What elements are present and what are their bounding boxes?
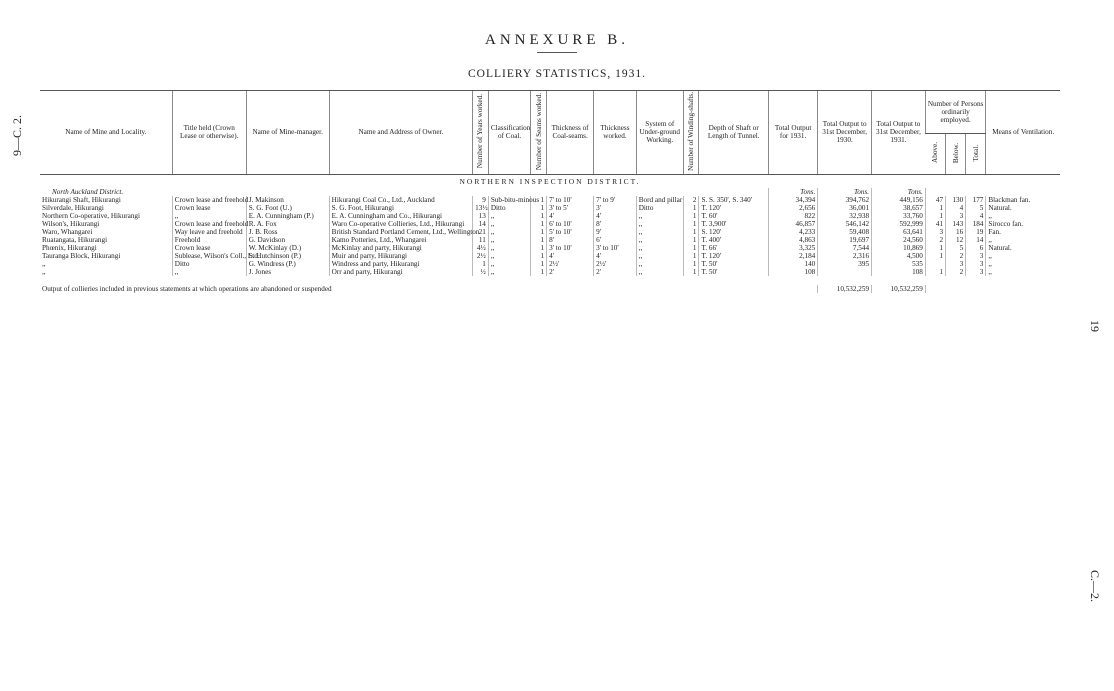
header-owner: Name and Address of Owner. [329, 91, 472, 175]
table-cell: Wilson's, Hikurangi [42, 219, 100, 228]
table-cell: 16 [946, 228, 966, 236]
table-cell: 4 [966, 212, 986, 220]
table-cell: 3 [946, 260, 966, 268]
header-above: Above. [925, 133, 945, 174]
table-cell: Sublease, Wilson's Coll., Ltd. [172, 252, 246, 260]
table-cell: Sirocco fan. [986, 220, 1060, 228]
table-cell: 3 [946, 212, 966, 220]
table-cell: 1 [531, 260, 547, 268]
table-cell: 2' [594, 268, 637, 276]
table-cell: ,, [172, 268, 246, 276]
table-cell: T. 3,900' [699, 220, 768, 228]
district-row [40, 188, 1060, 196]
header-classification: Classification of Coal. [488, 91, 531, 175]
table-cell [818, 268, 872, 276]
table-cell: ,, [986, 268, 1060, 276]
table-cell: 7,544 [818, 244, 872, 252]
table-cell: S. Hutchinson (P.) [246, 252, 329, 260]
table-cell: 1 [683, 268, 699, 276]
table-cell: S. S. 350', S. 340' [699, 196, 768, 204]
district-name: North Auckland District. [52, 187, 124, 196]
table-cell: 1 [531, 196, 547, 204]
table-cell: 2' [547, 268, 594, 276]
table-cell: ,, [636, 220, 683, 228]
table-cell: Natural. [986, 244, 1060, 252]
table-cell: J. B. Ross [246, 228, 329, 236]
table-cell: ,, [42, 259, 46, 268]
page-margin-left: 9—C. 2. [10, 115, 24, 157]
table-cell: 1 [531, 228, 547, 236]
table-cell: Phœnix, Hikurangi [42, 243, 97, 252]
band-row [40, 174, 1060, 188]
table-cell: 1 [925, 204, 945, 212]
table-cell: Hikurangi Shaft, Hikurangi [42, 195, 121, 204]
header-output-to-1930: Total Output to 31st December, 1930. [818, 91, 872, 175]
table-cell: ,, [488, 244, 531, 252]
table-cell: 2½' [547, 260, 594, 268]
table-cell: Hikurangi Coal Co., Ltd., Auckland [329, 196, 472, 204]
table-cell: 5 [966, 204, 986, 212]
table-cell: 1 [683, 260, 699, 268]
header-depth: Depth of Shaft or Length of Tunnel. [699, 91, 768, 175]
table-cell: ,, [636, 252, 683, 260]
table-cell: ,, [986, 260, 1060, 268]
page-number: 19 [1088, 320, 1102, 332]
table-row [40, 268, 1060, 276]
table-cell: 3' to 5' [547, 204, 594, 212]
table-cell: 2 [946, 268, 966, 276]
header-row [40, 91, 1060, 134]
header-name: Name of Mine and Locality. [40, 91, 172, 175]
table-cell: 1 [683, 204, 699, 212]
table-cell: 3' to 10' [547, 244, 594, 252]
table-cell: ,, [636, 228, 683, 236]
table-cell: Blackman fan. [986, 196, 1060, 204]
spacer-row [40, 276, 1060, 285]
table-cell: Ditto [172, 260, 246, 268]
table-cell: ,, [488, 260, 531, 268]
table-cell: S. G. Foot, Hikurangi [329, 204, 472, 212]
table-cell: 108 [768, 268, 817, 276]
header-manager: Name of Mine-manager. [246, 91, 329, 175]
table-cell: Orr and party, Hikurangi [329, 268, 472, 276]
table-cell: 3 [966, 268, 986, 276]
table-cell: 33,760 [872, 212, 926, 220]
table-cell: Waro, Whangarei [42, 227, 93, 236]
page-title: ANNEXURE B. [485, 32, 629, 48]
table-cell: W. McKinlay (D.) [246, 244, 329, 252]
table-row [40, 252, 1060, 260]
table-cell: S. G. Foot (U.) [246, 204, 329, 212]
table-row [40, 228, 1060, 236]
table-cell: ,, [986, 236, 1060, 244]
table-cell: 14 [966, 236, 986, 244]
inspection-district: NORTHERN INSPECTION DISTRICT. [459, 176, 641, 186]
table-cell: 1 [531, 212, 547, 220]
table-cell: 8' [547, 236, 594, 244]
table-cell: 3 [966, 260, 986, 268]
table-cell: T. 120' [699, 252, 768, 260]
table-cell: 21 [473, 228, 489, 236]
table-cell: ,, [636, 236, 683, 244]
table-cell: ,, [636, 268, 683, 276]
table-cell: 1 [925, 252, 945, 260]
unit-label: Tons. [768, 188, 817, 196]
table-cell: ,, [636, 260, 683, 268]
table-cell: 1 [683, 220, 699, 228]
header-output-to-1931: Total Output to 31st December, 1931. [872, 91, 926, 175]
table-cell: 6' to 10' [547, 220, 594, 228]
table-cell: 4,233 [768, 228, 817, 236]
table-cell: T. 50' [699, 260, 768, 268]
table-cell: ½ [473, 268, 489, 276]
table-cell: 63,641 [872, 228, 926, 236]
table-cell: ,, [42, 267, 46, 276]
table-cell: 5' to 10' [547, 228, 594, 236]
header-seams-worked: Number of Seams worked. [531, 91, 547, 175]
table-cell: 1 [531, 244, 547, 252]
table-cell: Natural. [986, 204, 1060, 212]
table-cell: 2 [683, 196, 699, 204]
table-cell: Crown lease and freehold [172, 196, 246, 204]
table-cell: 108 [872, 268, 926, 276]
table-cell: ,, [636, 244, 683, 252]
table-cell: 3 [966, 252, 986, 260]
table-cell: McKinlay and party, Hikurangi [329, 244, 472, 252]
table-cell: 36,001 [818, 204, 872, 212]
table-cell: Muir and party, Hikurangi [329, 252, 472, 260]
table-cell: ,, [986, 252, 1060, 260]
table-cell: Tauranga Block, Hikurangi [42, 251, 121, 260]
table-cell: T. 120' [699, 204, 768, 212]
table-cell: 130 [946, 196, 966, 204]
title-rule [537, 52, 577, 53]
table-cell: 1 [683, 212, 699, 220]
header-title-held: Title held (Crown Lease or otherwise). [172, 91, 246, 175]
table-cell: 449,156 [872, 196, 926, 204]
table-row [40, 260, 1060, 268]
table-row [40, 204, 1060, 212]
table-cell: 535 [872, 260, 926, 268]
table-cell: Crown lease [172, 244, 246, 252]
table-cell: Ruatangata, Hikurangi [42, 235, 108, 244]
table-cell: 1 [531, 220, 547, 228]
table-cell: 41 [925, 220, 945, 228]
table-row [40, 220, 1060, 228]
table-cell: 1 [683, 252, 699, 260]
table-cell: 4,863 [768, 236, 817, 244]
table-row [40, 244, 1060, 252]
table-cell: ,, [986, 212, 1060, 220]
footnote-to1930: 10,532,259 [818, 285, 872, 293]
table-cell: 8' [594, 220, 637, 228]
table-cell: 4 [946, 204, 966, 212]
table-cell: 1 [531, 204, 547, 212]
table-cell: 19 [966, 228, 986, 236]
table-cell: ,, [488, 252, 531, 260]
table-cell: 1 [925, 244, 945, 252]
table-cell: 11 [473, 236, 489, 244]
table-row [40, 236, 1060, 244]
table-cell: ,, [488, 268, 531, 276]
table-cell: 46,857 [768, 220, 817, 228]
table-cell: G. Windress (P.) [246, 260, 329, 268]
table-cell: ,, [172, 212, 246, 220]
unit-label: Tons. [872, 188, 926, 196]
table-cell: 184 [966, 220, 986, 228]
header-system: System of Under-ground Working. [636, 91, 683, 175]
table-cell: 2 [946, 252, 966, 260]
table-cell: 47 [925, 196, 945, 204]
table-cell: Sub-bitu-minous [488, 196, 531, 204]
table-cell: 4' [594, 252, 637, 260]
table-cell: 2,656 [768, 204, 817, 212]
table-cell: 7' to 10' [547, 196, 594, 204]
table-cell: T. 400' [699, 236, 768, 244]
table-cell: British Standard Portland Cement, Ltd., Wellington [329, 228, 472, 236]
table-cell: ,, [488, 236, 531, 244]
table-cell: E. A. Cunningham (P.) [246, 212, 329, 220]
table-cell: J. Jones [246, 268, 329, 276]
table-cell: 592,999 [872, 220, 926, 228]
page-subtitle: COLLIERY STATISTICS, 1931. [468, 68, 646, 80]
table-row [40, 212, 1060, 220]
table-cell: 177 [966, 196, 986, 204]
table-cell: 4' [547, 252, 594, 260]
table-cell: 2,316 [818, 252, 872, 260]
table-cell: 9 [473, 196, 489, 204]
table-cell: 4' [547, 212, 594, 220]
table-cell: 4,500 [872, 252, 926, 260]
table-cell: ,, [488, 220, 531, 228]
table-cell: 1 [531, 236, 547, 244]
table-cell: 546,142 [818, 220, 872, 228]
table-cell: 2½' [594, 260, 637, 268]
table-cell [925, 260, 945, 268]
table-cell: T. 66' [699, 244, 768, 252]
table-cell: 1 [683, 228, 699, 236]
table-cell: Fan. [986, 228, 1060, 236]
table-cell: Crown lease [172, 204, 246, 212]
table-cell: G. Davidson [246, 236, 329, 244]
table-cell: 7' to 9' [594, 196, 637, 204]
table-cell: 395 [818, 260, 872, 268]
table-cell: 6 [966, 244, 986, 252]
table-cell: Crown lease and freehold [172, 220, 246, 228]
table-cell: 2½ [473, 252, 489, 260]
table-cell: 1 [473, 260, 489, 268]
table-cell: 1 [531, 252, 547, 260]
table-cell: 38,657 [872, 204, 926, 212]
table-cell: E. A. Cunningham and Co., Hikurangi [329, 212, 472, 220]
table-cell: Ditto [636, 204, 683, 212]
table-cell: ,, [636, 212, 683, 220]
header-thickness: Thickness of Coal-seams. [547, 91, 594, 175]
table-cell: Silverdale, Hikurangi [42, 203, 104, 212]
header-winding: Number of Winding-shafts. [683, 91, 699, 175]
table-body [40, 174, 1060, 293]
table-cell: J. Makinson [246, 196, 329, 204]
table-cell: Way leave and freehold [172, 228, 246, 236]
table-cell: Freehold [172, 236, 246, 244]
table-cell: 14 [473, 220, 489, 228]
table-cell: 140 [768, 260, 817, 268]
table-cell: 1 [531, 268, 547, 276]
table-cell: 5 [946, 244, 966, 252]
table-cell: 59,408 [818, 228, 872, 236]
table-cell: 143 [946, 220, 966, 228]
table-cell: 2 [925, 236, 945, 244]
table-cell: 13 [473, 212, 489, 220]
header-years: Number of Years worked. [473, 91, 489, 175]
table-cell: 1 [925, 212, 945, 220]
table-cell: 32,938 [818, 212, 872, 220]
table-cell: 2,184 [768, 252, 817, 260]
header-persons: Number of Persons ordinarily employed. [925, 91, 986, 134]
table-cell: Kamo Potteries, Ltd., Whangarei [329, 236, 472, 244]
table-cell: Ditto [488, 204, 531, 212]
table-cell: T. 50' [699, 268, 768, 276]
table-cell: 3 [925, 228, 945, 236]
unit-label: Tons. [818, 188, 872, 196]
table-cell: 4' [594, 212, 637, 220]
table-cell: Bord and pillar [636, 196, 683, 204]
table-row [40, 196, 1060, 204]
table-cell: Waro Co-operative Collieries, Ltd., Hikurangi [329, 220, 472, 228]
table-cell: 6' [594, 236, 637, 244]
table-cell: 4½ [473, 244, 489, 252]
table-cell: R. A. Fox [246, 220, 329, 228]
footnote-to1931: 10,532,259 [872, 285, 926, 293]
header-output-1931: Total Output for 1931. [768, 91, 817, 175]
table-cell: 3' [594, 204, 637, 212]
table-cell: 9' [594, 228, 637, 236]
table-cell: Northern Co-operative, Hikurangi [42, 211, 140, 220]
table-cell: ,, [488, 212, 531, 220]
page-margin-right: C.—2. [1088, 570, 1102, 603]
table-cell: 34,394 [768, 196, 817, 204]
table-cell: 19,697 [818, 236, 872, 244]
footnote-text: Output of collieries included in previous statements at which operations are abandoned or suspended [42, 284, 332, 293]
header-worked: Thickness worked. [594, 91, 637, 175]
table-cell: 1 [925, 268, 945, 276]
header-ventilation: Means of Ventilation. [986, 91, 1060, 175]
table-cell: 24,560 [872, 236, 926, 244]
table-cell: 13½ [473, 204, 489, 212]
table-cell: 394,762 [818, 196, 872, 204]
header-total: Total. [966, 133, 986, 174]
table-cell: 3,325 [768, 244, 817, 252]
table-cell: 1 [683, 244, 699, 252]
table-cell: 12 [946, 236, 966, 244]
footnote-row [40, 285, 1060, 293]
table-cell: S. 120' [699, 228, 768, 236]
table-cell: 822 [768, 212, 817, 220]
table-cell: 3' to 10' [594, 244, 637, 252]
table-cell: T. 60' [699, 212, 768, 220]
table-cell: ,, [488, 228, 531, 236]
table-cell: 1 [683, 236, 699, 244]
table-cell: 10,869 [872, 244, 926, 252]
header-below: Below. [946, 133, 966, 174]
colliery-table [40, 90, 1060, 293]
table-cell: Windress and party, Hikurangi [329, 260, 472, 268]
